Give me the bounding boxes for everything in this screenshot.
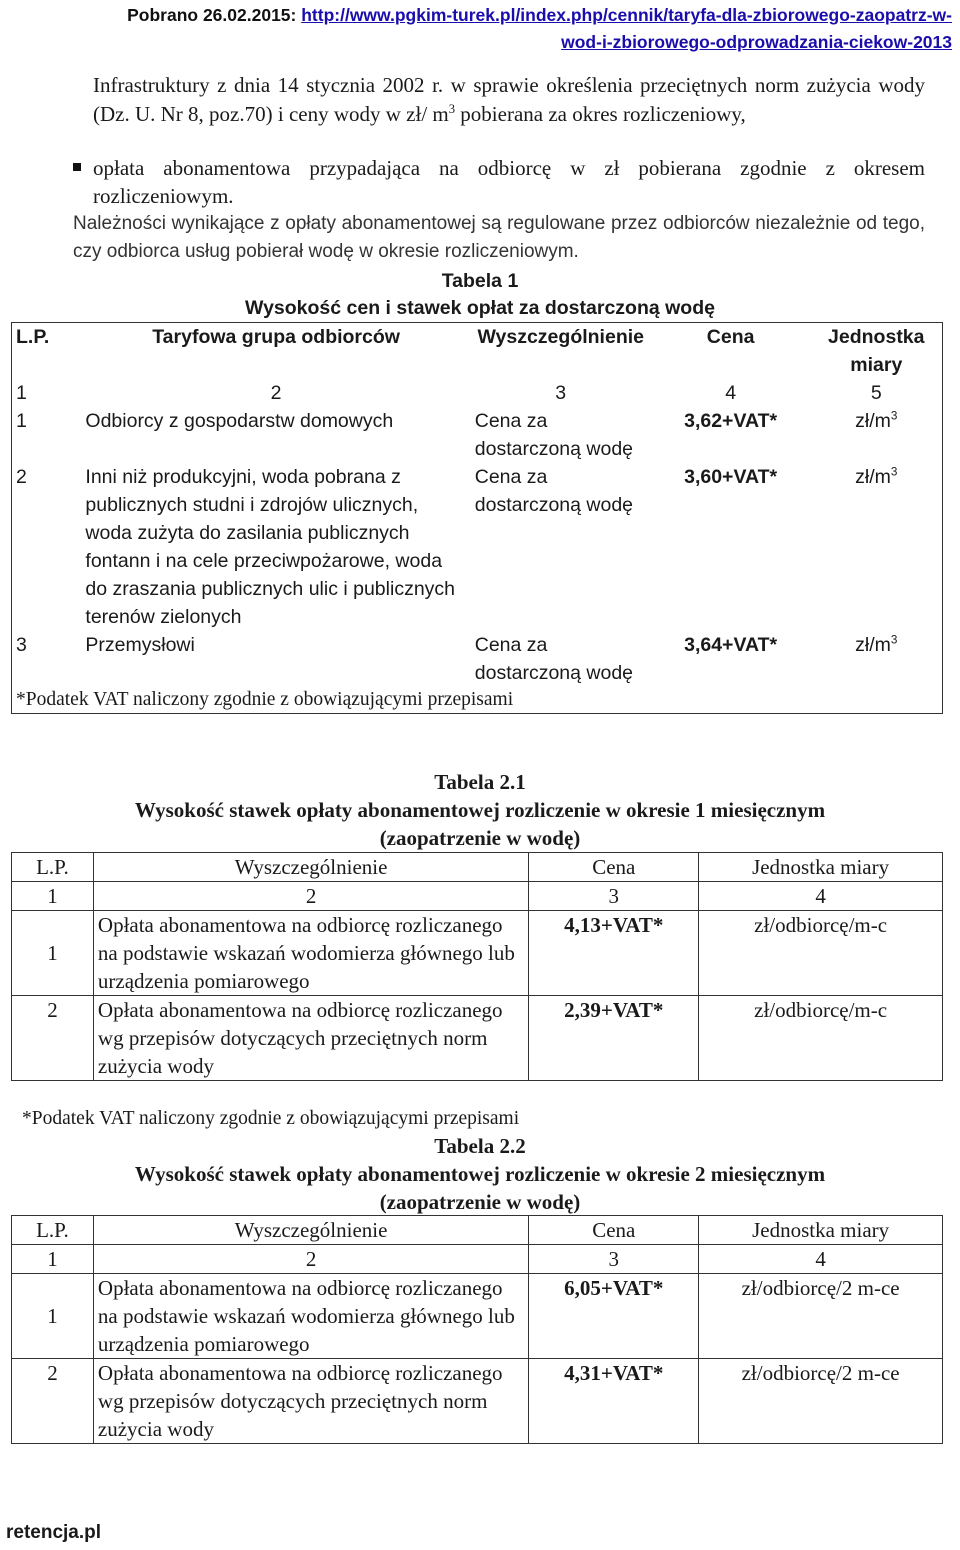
table-row: 2 Opłata abonamentowa na odbiorcę rozliczanego wg przepisów dotyczących przeciętnych norm zużycia wody 4,31+VAT* zł/odbiorcę/2 m-ce: [12, 1359, 943, 1444]
table21-title: Wysokość stawek opłaty abonamentowej rozliczenie w okresie 1 miesięcznym: [134, 798, 826, 822]
price-table-1: [11, 322, 943, 714]
table-footnote-row: *Podatek VAT naliczony zgodnie z obowiązującymi przepisami: [16, 689, 514, 710]
table21-caption: Tabela 2.1: [434, 770, 526, 794]
table-header-row: L.P. Wyszczególnienie Cena Jednostka miary: [12, 853, 943, 882]
table-header-row: L.P. Taryfowa grupa odbiorców Wyszczególnienie Cena Jednostka miary: [16, 326, 925, 376]
bullet-item: opłata abonamentowa przypadająca na odbiorcę w zł pobierana zgodnie z okresem rozliczeniowym.: [73, 154, 925, 210]
table21-subtitle: (zaopatrzenie w wodę): [379, 826, 581, 850]
subscription-table-1-month: [11, 852, 943, 1081]
table21-footnote: *Podatek VAT naliczony zgodnie z obowiązującymi przepisami: [22, 1108, 520, 1129]
source-link-continuation[interactable]: wod-i-zbiorowego-odprowadzania-ciekow-2013: [561, 32, 952, 52]
table-row: 2 Inni niż produkcyjni, woda pobrana z publicznych studni i zdrojów ulicznych, woda zużyta do zasilania publicznych fontann i na cele przeciwpożarowe, woda do zraszania publicznych ulic i publicznych terenów zielonych Cena za dostarczoną wodę 3,60+VAT* $zł/m^3$: [16, 465, 898, 628]
subscription-table-2-months: [11, 1215, 943, 1444]
intro-paragraph: Infrastruktury z dnia 14 stycznia 2002 r. w sprawie określenia przeciętnych norm zużycia wody (Dz. U. Nr 8, poz.70) i ceny wody w zł/ $m^3$ pobierana za okres rozliczeniowy,: [93, 73, 925, 126]
download-date: Pobrano 26.02.2015:: [127, 5, 302, 25]
table-number-row: 1 2 3 4 5: [16, 382, 882, 404]
table-header-row: L.P. Wyszczególnienie Cena Jednostka miary: [12, 1216, 943, 1245]
table22-caption: Tabela 2.2: [434, 1134, 526, 1158]
payment-note: Należności wynikające z opłaty abonamentowej są regulowane przez odbiorców niezależnie od tego, czy odbiorca usług pobierał wodę w okresie rozliczeniowym.: [73, 213, 925, 262]
site-footer[interactable]: retencja.pl: [6, 1522, 102, 1543]
table-row: 1 Opłata abonamentowa na odbiorcę rozliczanego na podstawie wskazań wodomierza głównego lub urządzenia pomiarowego 4,13+VAT* zł/odbiorcę/m-c: [12, 911, 943, 996]
download-header: [127, 2, 952, 56]
table-number-row: 1 2 3 4: [12, 1245, 943, 1274]
table1-caption: Tabela 1: [441, 270, 519, 292]
bullet-square-icon: [73, 163, 81, 171]
table-number-row: 1 2 3 4: [12, 882, 943, 911]
table22-subtitle: (zaopatrzenie w wodę): [379, 1190, 581, 1214]
table-row: 2 Opłata abonamentowa na odbiorcę rozliczanego wg przepisów dotyczących przeciętnych norm zużycia wody 2,39+VAT* zł/odbiorcę/m-c: [12, 996, 943, 1081]
table1-title: Wysokość cen i stawek opłat za dostarczoną wodę: [245, 297, 715, 319]
table22-title: Wysokość stawek opłaty abonamentowej rozliczenie w okresie 2 miesięcznym: [134, 1162, 826, 1186]
table-row: 3 Przemysłowi Cena za dostarczoną wodę 3,64+VAT* $zł/m^3$: [16, 633, 898, 684]
source-link[interactable]: http://www.pgkim-turek.pl/index.php/cennik/taryfa-dla-zbiorowego-zaopatrz-w-: [301, 5, 952, 25]
table-row: 1 Odbiorcy z gospodarstw domowych Cena za dostarczoną wodę 3,62+VAT* $zł/m^3$: [16, 409, 898, 460]
table-row: 1 Opłata abonamentowa na odbiorcę rozliczanego na podstawie wskazań wodomierza głównego lub urządzenia pomiarowego 6,05+VAT* zł/odbiorcę/2 m-ce: [12, 1274, 943, 1359]
